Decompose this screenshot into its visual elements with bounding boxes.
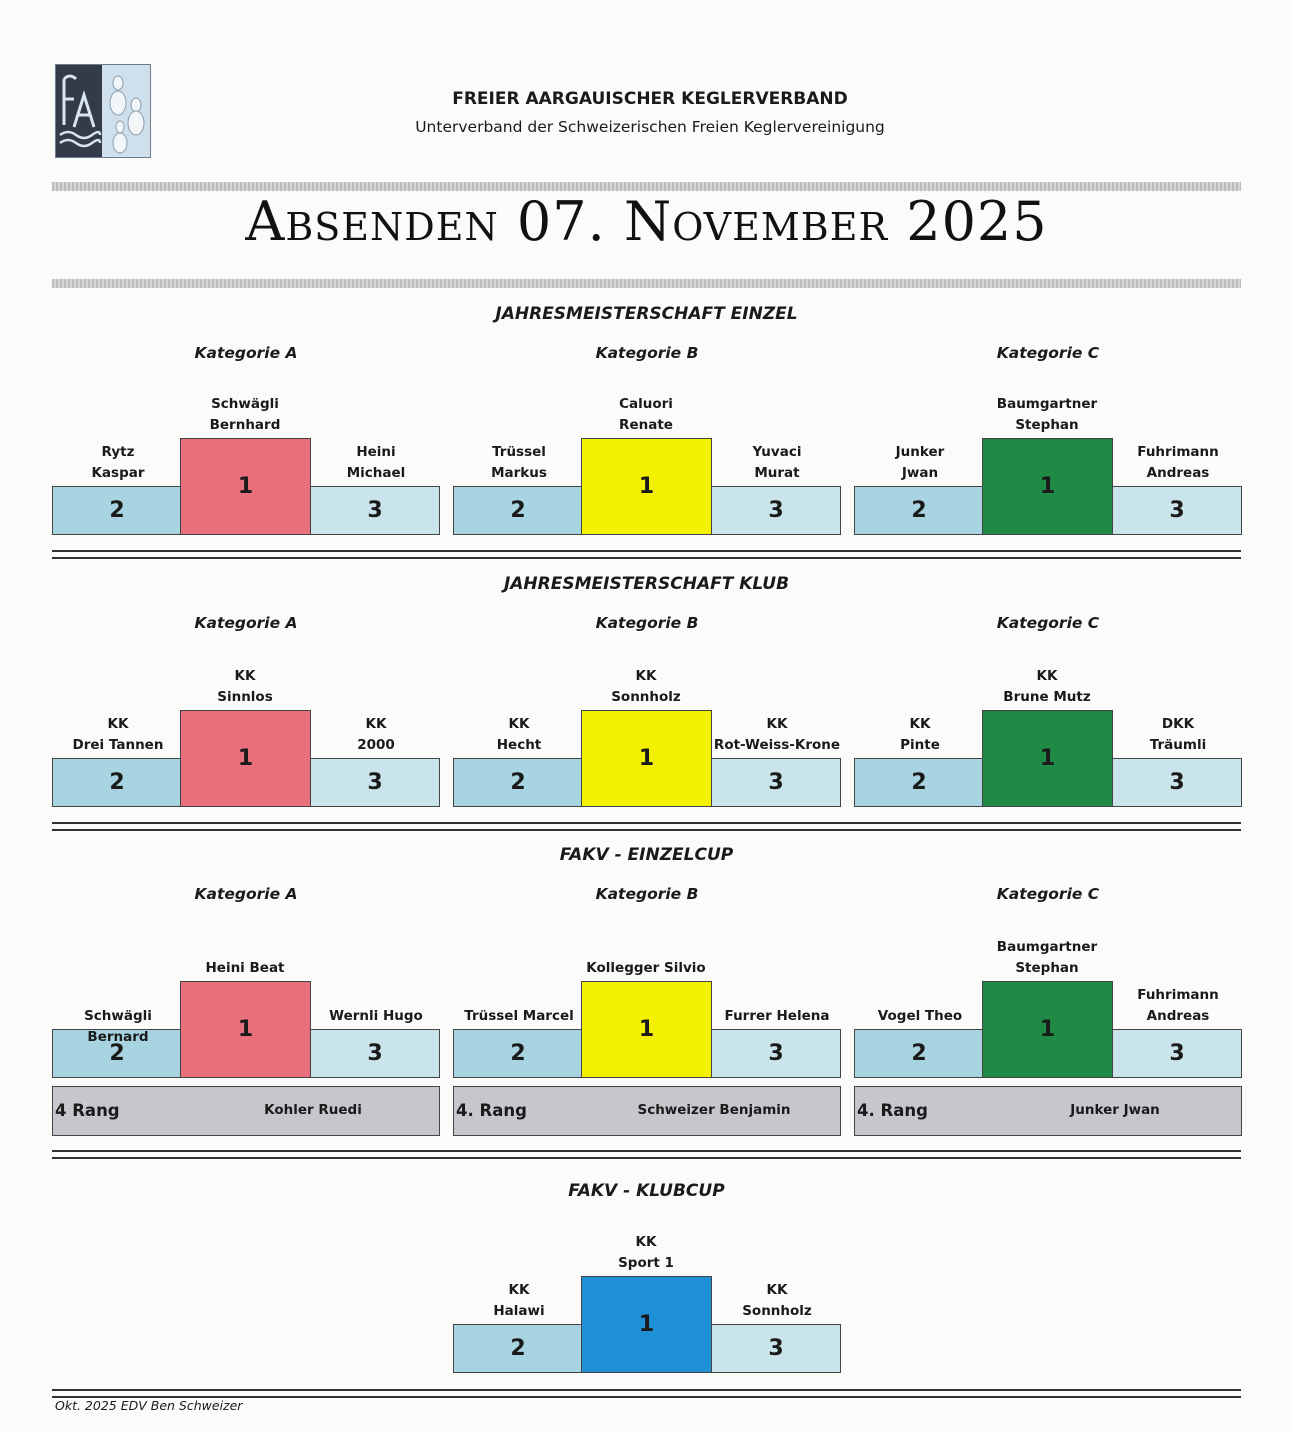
podium-first: 1 (581, 438, 712, 535)
rank4-box (453, 1086, 841, 1136)
rank4-box (52, 1086, 440, 1136)
logo-pins-icon (56, 65, 150, 157)
rank4-name: Junker Jwan (1070, 1102, 1160, 1118)
section-title: FAKV - KLUBCUP (568, 1181, 725, 1201)
winner-third-name: KK Sonnholz (742, 1282, 812, 1319)
section-divider (52, 1150, 1241, 1159)
category-label: Kategorie A (194, 885, 298, 903)
category-label: Kategorie C (996, 344, 1100, 362)
winner-first-name: Heini Beat (205, 960, 285, 976)
org-name: FREIER AARGAUISCHER KEGLERVERBAND (452, 89, 848, 109)
podium-second: 2 (854, 486, 984, 535)
winner-first-name: Kollegger Silvio (586, 960, 706, 976)
podium-first: 1 (581, 710, 712, 807)
winner-third-name: Furrer Helena (724, 1008, 830, 1024)
podium-third: 3 (1112, 758, 1242, 807)
winner-third-name: Fuhrimann Andreas (1137, 987, 1219, 1024)
podium-first: 1 (180, 981, 311, 1078)
winner-second-name: Schwägli Bernard (84, 1008, 152, 1045)
podium-second: 2 (453, 1029, 583, 1078)
winner-first-name: Caluori Renate (619, 396, 673, 433)
winner-second-name: Junker Jwan (895, 444, 945, 481)
category-label: Kategorie B (595, 344, 699, 362)
winner-third-name: Fuhrimann Andreas (1137, 444, 1219, 481)
title-band-bottom (52, 279, 1241, 288)
podium-third: 3 (711, 486, 841, 535)
rank4-box (854, 1086, 1242, 1136)
rank4-label: 4. Rang (857, 1101, 928, 1120)
podium-first: 1 (982, 981, 1113, 1078)
winner-first-name: KK Brune Mutz (1003, 668, 1091, 705)
winner-first-name: Schwägli Bernhard (209, 396, 281, 433)
winner-first-name: KK Sinnlos (217, 668, 273, 705)
podium-third: 3 (711, 758, 841, 807)
winner-second-name: Rytz Kaspar (91, 444, 145, 481)
category-label: Kategorie B (595, 885, 699, 903)
winner-third-name: Yuvaci Murat (752, 444, 802, 481)
winner-third-name: DKK Träumli (1149, 716, 1207, 753)
winner-third-name: Wernli Hugo (329, 1008, 423, 1024)
category-label: Kategorie B (595, 614, 699, 632)
rank4-label: 4. Rang (456, 1101, 527, 1120)
podium-first: 1 (180, 710, 311, 807)
page-title: Absenden 07. November 2025 (245, 190, 1048, 253)
winner-second-name: Trüssel Marcel (464, 1008, 574, 1024)
category-label: Kategorie C (996, 614, 1100, 632)
podium-second: 2 (52, 486, 182, 535)
winner-second-name: Vogel Theo (877, 1008, 963, 1024)
winner-first-name: Baumgartner Stephan (996, 939, 1098, 976)
section-title: JAHRESMEISTERSCHAFT KLUB (503, 574, 790, 594)
winner-second-name: KK Halawi (493, 1282, 545, 1319)
podium-first: 1 (581, 1276, 712, 1373)
rank4-name: Kohler Ruedi (264, 1102, 362, 1118)
podium-third: 3 (711, 1324, 841, 1373)
category-label: Kategorie A (194, 614, 298, 632)
winner-second-name: Trüssel Markus (491, 444, 547, 481)
podium-first: 1 (982, 438, 1113, 535)
rank4-name: Schweizer Benjamin (637, 1102, 791, 1118)
podium-third: 3 (310, 758, 440, 807)
section-title: JAHRESMEISTERSCHAFT EINZEL (495, 304, 798, 324)
winner-second-name: KK Drei Tannen (72, 716, 164, 753)
podium-first: 1 (581, 981, 712, 1078)
podium-second: 2 (453, 758, 583, 807)
podium-third: 3 (310, 486, 440, 535)
podium-second: 2 (854, 758, 984, 807)
winner-third-name: KK Rot-Weiss-Krone (713, 716, 841, 753)
winner-third-name: KK 2000 (357, 716, 395, 753)
section-divider (52, 822, 1241, 831)
section-title: FAKV - EINZELCUP (559, 845, 734, 865)
podium-third: 3 (1112, 486, 1242, 535)
category-label: Kategorie C (996, 885, 1100, 903)
podium-second: 2 (52, 1029, 182, 1078)
podium-second: 2 (453, 486, 583, 535)
podium-third: 3 (310, 1029, 440, 1078)
winner-first-name: KK Sport 1 (618, 1234, 674, 1271)
winner-first-name: KK Sonnholz (611, 668, 681, 705)
podium-second: 2 (854, 1029, 984, 1078)
winner-second-name: KK Pinte (900, 716, 940, 753)
winner-first-name: Baumgartner Stephan (996, 396, 1098, 433)
podium-second: 2 (453, 1324, 583, 1373)
podium-third: 3 (711, 1029, 841, 1078)
podium-third: 3 (1112, 1029, 1242, 1078)
category-label: Kategorie A (194, 344, 298, 362)
podium-second: 2 (52, 758, 182, 807)
rank4-label: 4 Rang (55, 1101, 120, 1120)
section-divider (52, 550, 1241, 559)
footer-note: Okt. 2025 EDV Ben Schweizer (55, 1398, 243, 1413)
podium-first: 1 (982, 710, 1113, 807)
podium-first: 1 (180, 438, 311, 535)
winner-second-name: KK Hecht (496, 716, 542, 753)
winner-third-name: Heini Michael (346, 444, 406, 481)
org-subtitle: Unterverband der Schweizerischen Freien Keglervereinigung (415, 118, 885, 136)
fakv-logo (55, 64, 151, 158)
section-divider (52, 1389, 1241, 1398)
